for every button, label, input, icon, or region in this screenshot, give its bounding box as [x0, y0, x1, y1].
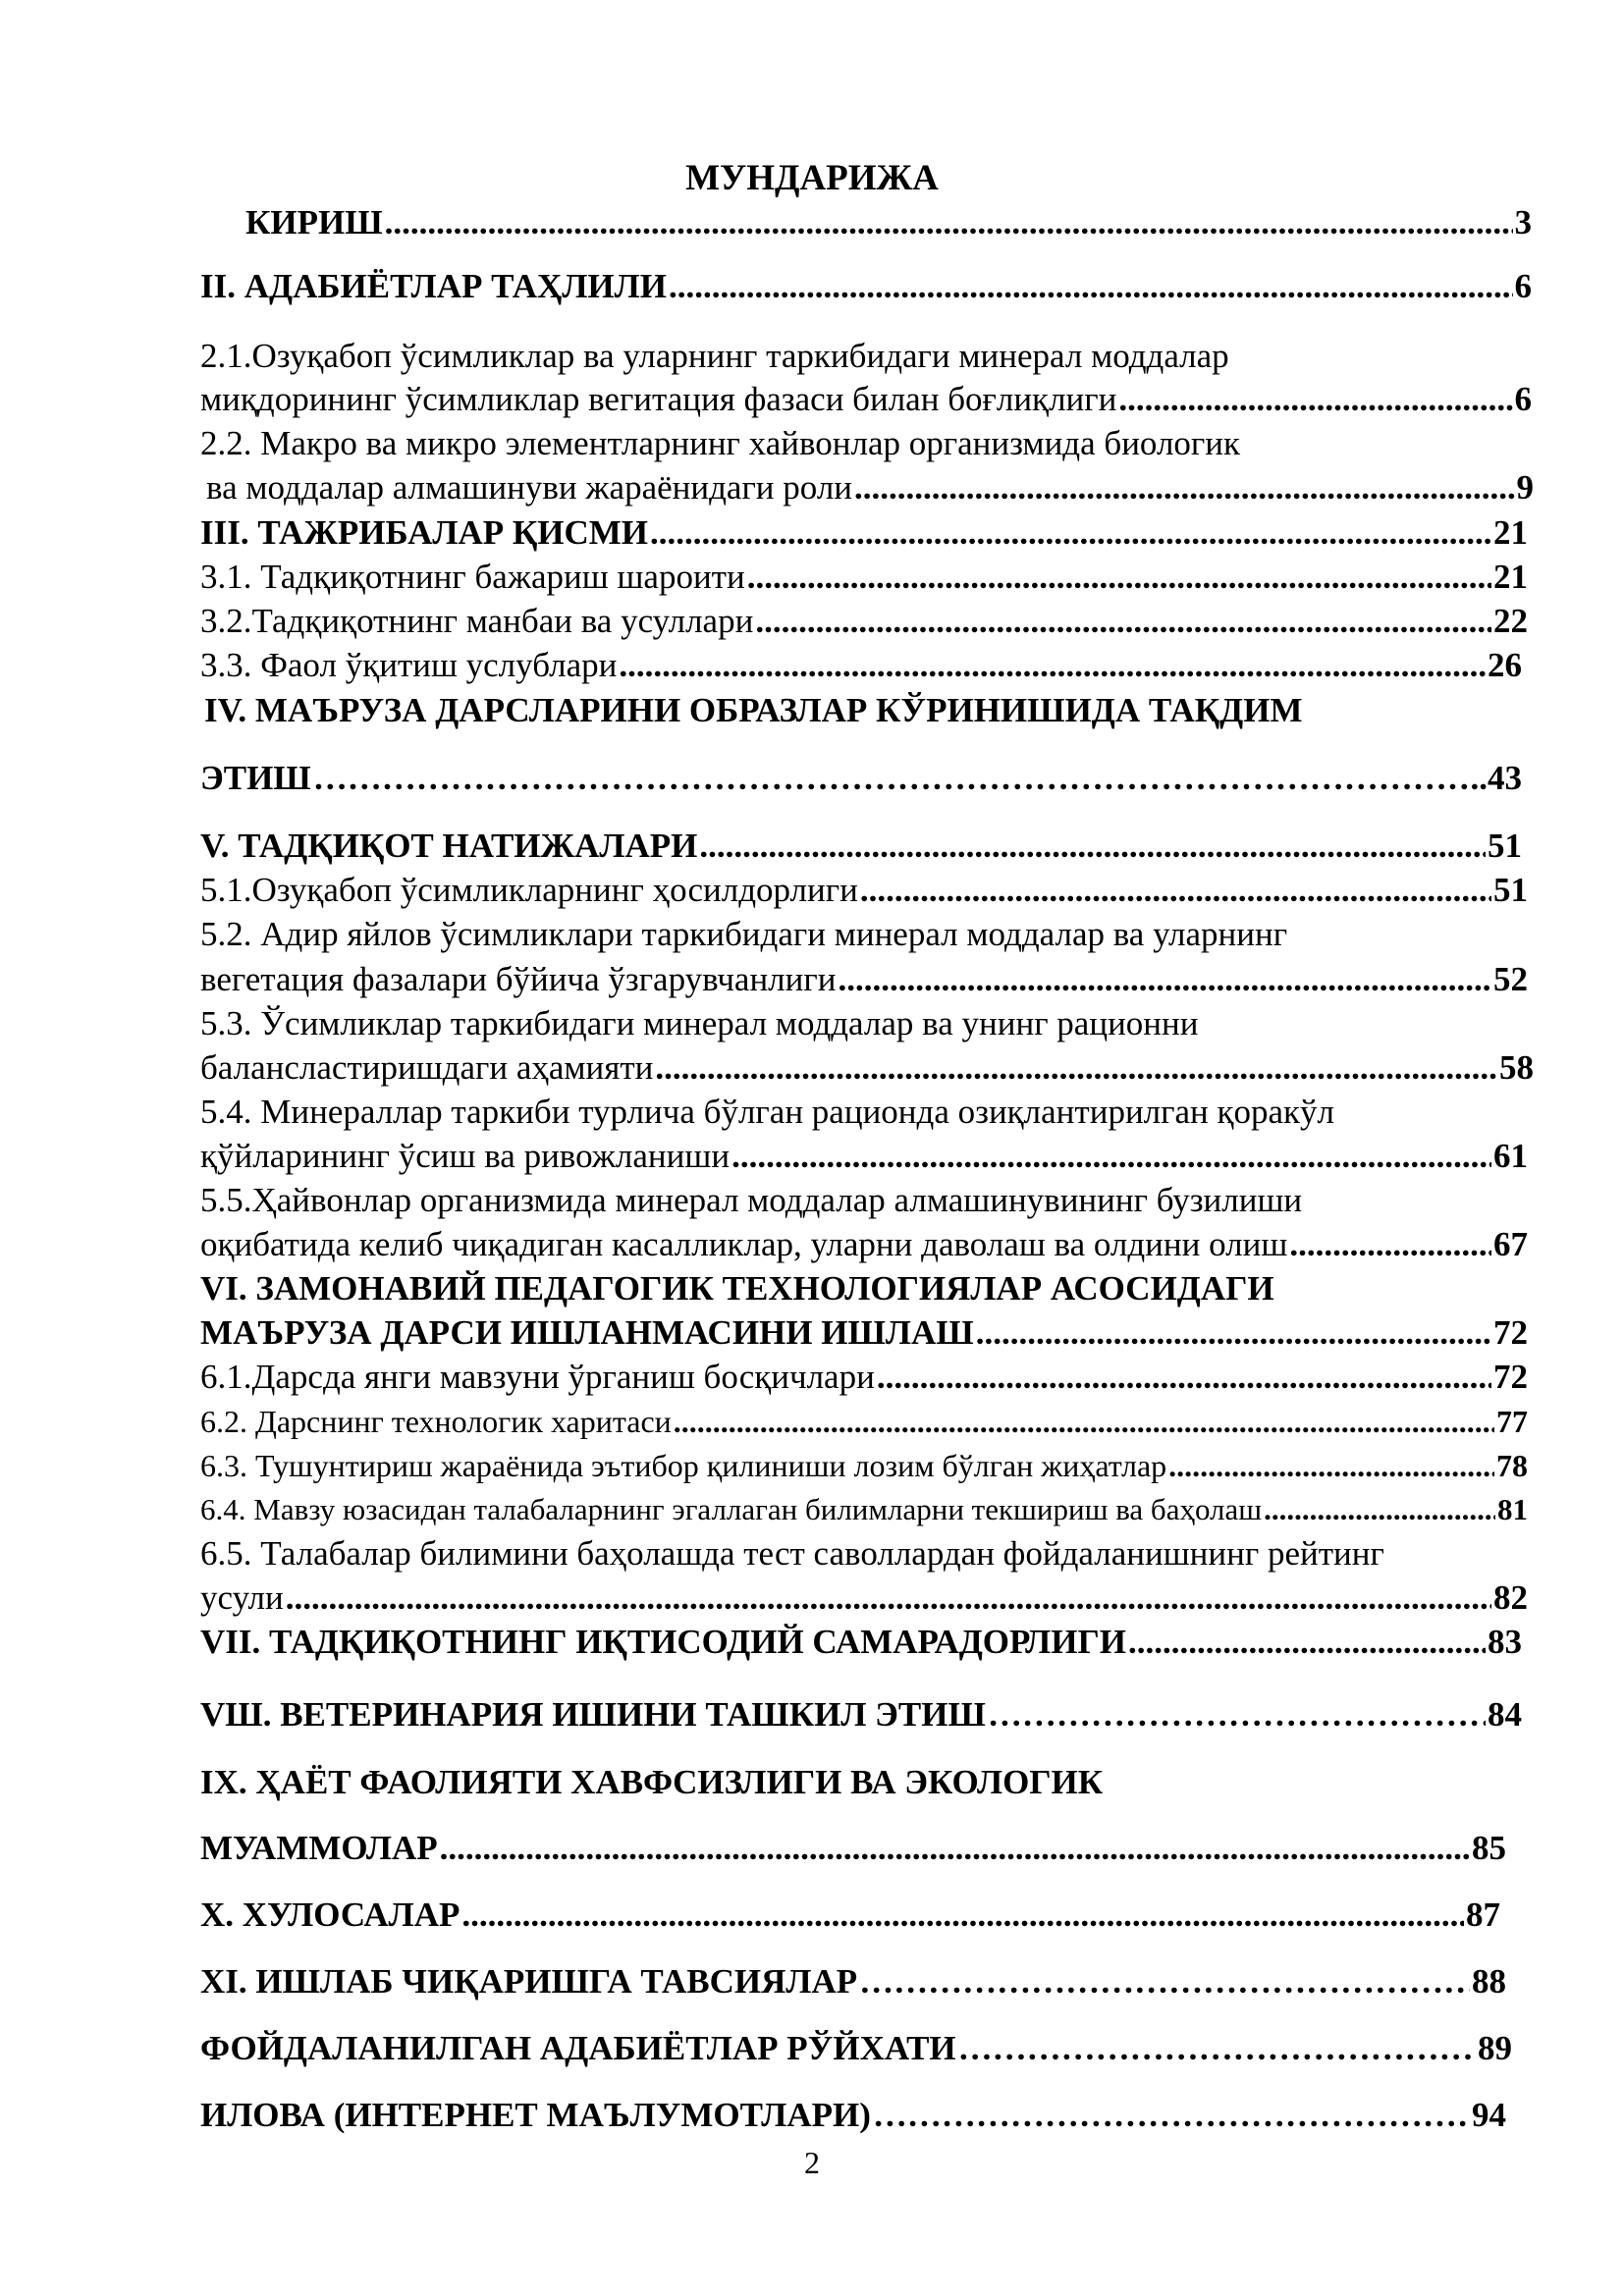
toc-entry-text: 6.3. Тушунтириш жараёнида эътибор қилиниши лозим бўлган жиҳатлар [200, 1448, 1167, 1483]
page-number: 2 [804, 2145, 820, 2180]
toc-entry-chapter-2[interactable] [200, 265, 1532, 308]
toc-entry-text: 5.1.Озуқабоп ўсимликларнинг ҳосилдорлиги [200, 871, 858, 909]
dot-leader [669, 265, 1513, 308]
toc-entry-references[interactable] [200, 2027, 1512, 2070]
dot-leader [699, 825, 1486, 868]
toc-entry-text: III. ТАЖРИБАЛАР ҚИСМИ [200, 513, 649, 552]
dot-leader [655, 1046, 1497, 1090]
page-title: МУНДАРИЖА [685, 158, 939, 198]
toc-entry-5-1[interactable] [200, 869, 1528, 912]
toc-page-number: 85 [1472, 1829, 1506, 1867]
dot-leader [976, 1311, 1491, 1355]
toc-entry-text: X. ХУЛОСАЛАР [200, 1896, 460, 1934]
toc-entry-text: қўйларининг ўсиш ва ривожланиши [200, 1137, 731, 1175]
toc-page-number: 58 [1499, 1048, 1534, 1087]
toc-entry-6-4[interactable] [200, 1488, 1528, 1531]
dot-leader [1128, 1621, 1486, 1664]
dot-leader [731, 1135, 1491, 1178]
toc-page-number: 72 [1493, 1313, 1528, 1352]
toc-page-number: 6 [1514, 267, 1532, 305]
dot-leader [1289, 1223, 1491, 1266]
toc-entry-chapter-8[interactable] [200, 1693, 1522, 1736]
toc-page-number: 51 [1493, 871, 1528, 909]
toc-page-number: 9 [1516, 468, 1534, 507]
toc-entry-conclusions[interactable] [200, 1894, 1500, 1937]
toc-entry-text: II. АДАБИЁТЛАР ТАҲЛИЛИ [200, 267, 667, 305]
toc-entry-text: 6.1.Дарсда янги мавзуни ўрганиш босқичлари [200, 1358, 875, 1396]
toc-entry-text: 6.4. Мавзу юзасидан талабаларнинг эгаллаган билимларни текшириш ва баҳолаш [200, 1492, 1263, 1526]
toc-entry-text: балансластиришдаги аҳамияти [200, 1048, 654, 1087]
toc-page-number: 21 [1493, 513, 1528, 552]
toc-page-number: 89 [1478, 2029, 1512, 2067]
dot-leader [1118, 378, 1512, 421]
toc-entry-text[interactable]: 5.2. Адир яйлов ўсимликлари таркибидаги минерал моддалар ва уларнинг [200, 915, 1288, 953]
toc-page-number: 94 [1472, 2096, 1506, 2134]
toc-entry-text[interactable]: VI. ЗАМОНАВИЙ ПЕДАГОГИК ТЕХНОЛОГИЯЛАР АСОСИДАГИ [200, 1269, 1274, 1308]
toc-entry-6-1[interactable] [200, 1356, 1528, 1399]
toc-entry-text[interactable]: 6.5. Талабалар билимини баҳолашда тест саволлардан фойдаланишнинг рейтинг [200, 1534, 1384, 1573]
dot-leader [877, 1356, 1491, 1399]
toc-entry-3-2[interactable] [200, 600, 1528, 643]
toc-entry-text: МАЪРУЗА ДАРСИ ИШЛАНМАСИНИ ИШЛАШ [200, 1313, 974, 1352]
toc-page-number: 78 [1496, 1448, 1528, 1483]
toc-entry-text: миқдорининг ўсимликлар вегитация фазаси билан боғлиқлиги [200, 380, 1117, 418]
dot-leader [1264, 1488, 1495, 1531]
dot-leader [650, 511, 1491, 555]
toc-entry-5-3[interactable] [200, 1046, 1534, 1090]
toc-page-number: 87 [1466, 1896, 1500, 1934]
dot-leader [755, 600, 1491, 643]
toc-entry-chapter-7[interactable] [200, 1621, 1522, 1664]
toc-page-number: 77 [1496, 1404, 1528, 1439]
toc-entry-6-5[interactable] [200, 1576, 1528, 1620]
toc-page-number: 67 [1493, 1225, 1528, 1263]
toc-page-number: 83 [1488, 1623, 1522, 1661]
toc-entry-appendix[interactable] [200, 2094, 1506, 2137]
toc-entry-text: 6.2. Дарснинг технологик харитаси [200, 1404, 672, 1439]
toc-entry-text: 3.1. Тадқиқотнинг бажариш шароити [200, 558, 745, 596]
toc-entry-text: ва моддалар алмашинуви жараёнидаги роли [206, 468, 853, 507]
toc-page-number: 82 [1493, 1578, 1528, 1617]
toc-entry-text: усули [200, 1578, 284, 1617]
toc-entry-2-1[interactable] [200, 378, 1532, 421]
dot-leader [988, 1693, 1486, 1736]
dot-leader [873, 2094, 1470, 2137]
toc-entry-text: 3.3. Фаол ўқитиш услублари [200, 646, 618, 684]
toc-page-number: 51 [1488, 827, 1522, 865]
toc-entry-text[interactable]: IV. МАЪРУЗА ДАРСЛАРИНИ ОБРАЗЛАР КЎРИНИШИДА ТАҚДИМ [204, 691, 1303, 729]
toc-page-number: 61 [1493, 1137, 1528, 1175]
toc-entry-text[interactable]: 5.4. Минераллар таркиби турлича бўлган рационда озиқлантирилган қоракўл [200, 1093, 1335, 1131]
dot-leader [461, 1894, 1464, 1937]
toc-entry-recommendations[interactable] [200, 1960, 1506, 2003]
toc-page-number: 6 [1514, 380, 1532, 418]
toc-entry-chapter-4[interactable] [200, 757, 1522, 800]
toc-entry-text[interactable]: 2.2. Макро ва микро элементларнинг хайвонлар организмида биологик [200, 424, 1241, 462]
dot-leader [619, 644, 1486, 687]
toc-page-number: 72 [1493, 1358, 1528, 1396]
toc-entry-3-1[interactable] [200, 556, 1528, 599]
dot-leader [854, 466, 1514, 509]
dot-leader [286, 1576, 1491, 1620]
toc-page-number: 21 [1493, 558, 1528, 596]
toc-entry-text: VII. ТАДҚИҚОТНИНГ ИҚТИСОДИЙ САМАРАДОРЛИГИ [200, 1623, 1126, 1661]
toc-entry-5-2[interactable] [200, 958, 1528, 1001]
toc-entry-chapter-6[interactable] [200, 1311, 1528, 1355]
toc-entry-text: XI. ИШЛАБ ЧИҚАРИШГА ТАВСИЯЛАР [200, 1962, 858, 2001]
toc-entry-text[interactable]: 2.1.Озуқабоп ўсимликлар ва уларнинг таркибидаги минерал моддалар [200, 337, 1229, 375]
toc-entry-text[interactable]: IX. ҲАЁТ ФАОЛИЯТИ ХАВФСИЗЛИГИ ВА ЭКОЛОГИК [200, 1763, 1104, 1801]
toc-entry-text: V. ТАДҚИҚОТ НАТИЖАЛАРИ [200, 827, 698, 865]
toc-entry-text: КИРИШ [245, 203, 383, 241]
toc-entry-text: ЭТИШ [200, 759, 311, 797]
dot-leader [440, 1827, 1470, 1870]
toc-page-number: 22 [1493, 602, 1528, 640]
toc-entry-text: ФОЙДАЛАНИЛГАН АДАБИЁТЛАР РЎЙХАТИ [200, 2029, 956, 2067]
toc-page-number: 3 [1514, 203, 1532, 241]
toc-page-number: ..43 [1470, 759, 1522, 797]
toc-entry-text[interactable]: 5.5.Ҳайвонлар организмида минерал моддалар алмашинувининг бузилиши [200, 1181, 1303, 1219]
toc-entry-text: оқибатида келиб чиқадиган касалликлар, уларни даволаш ва олдини олиш [200, 1225, 1288, 1263]
toc-page-number: 81 [1497, 1492, 1528, 1526]
toc-entry-intro[interactable] [245, 201, 1532, 244]
toc-entry-chapter-9[interactable] [200, 1827, 1506, 1870]
dot-leader [674, 1400, 1494, 1443]
toc-entry-text: VШ. ВЕТЕРИНАРИЯ ИШИНИ ТАШКИЛ ЭТИШ [200, 1695, 986, 1734]
toc-entry-2-2[interactable] [206, 466, 1534, 509]
dot-leader [859, 1960, 1470, 2003]
toc-entry-6-3[interactable] [200, 1444, 1528, 1487]
toc-entry-5-4[interactable] [200, 1135, 1528, 1178]
dot-leader [1168, 1444, 1494, 1487]
dot-leader [860, 869, 1491, 912]
toc-entry-text[interactable]: 5.3. Ўсимликлар таркибидаги минерал моддалар ва унинг рационни [200, 1004, 1199, 1042]
dot-leader [385, 201, 1513, 244]
toc-entry-chapter-3[interactable] [200, 511, 1528, 555]
toc-entry-6-2[interactable] [200, 1400, 1528, 1443]
toc-entry-text: ИЛОВА (ИНТЕРНЕТ МАЪЛУМОТЛАРИ) [200, 2096, 871, 2134]
toc-page-number: 26 [1488, 646, 1522, 684]
toc-entry-3-3[interactable] [200, 644, 1522, 687]
toc-entry-chapter-5[interactable] [200, 825, 1522, 868]
toc-entry-5-5[interactable] [200, 1223, 1528, 1266]
dot-leader [838, 958, 1491, 1001]
toc-entry-text: 3.2.Тадқиқотнинг манбаи ва усуллари [200, 602, 754, 640]
toc-entry-text: вегетация фазалари бўйича ўзгарувчанлиги [200, 960, 837, 998]
toc-entry-text: МУАММОЛАР [200, 1829, 438, 1867]
toc-page-number: 52 [1493, 960, 1528, 998]
toc-page-number: 84 [1488, 1695, 1522, 1734]
dot-leader [747, 556, 1491, 599]
dot-leader [313, 757, 1469, 800]
dot-leader [958, 2027, 1476, 2070]
toc-page-number: 88 [1472, 1962, 1506, 2001]
